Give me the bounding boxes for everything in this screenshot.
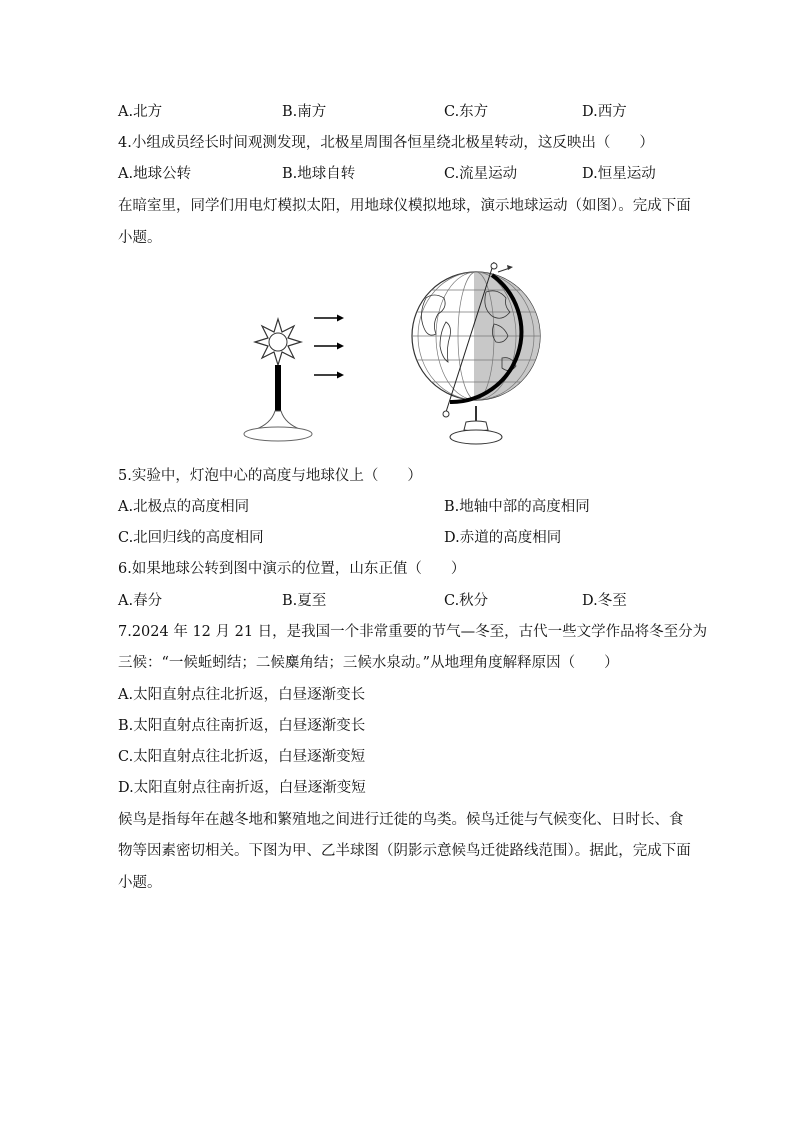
intro2-line3: 小题。: [118, 875, 162, 891]
q6-option-c: C.秋分: [444, 593, 489, 609]
q3-option-b: B.南方: [282, 104, 327, 120]
q4-stem: 4.小组成员经长时间观测发现，北极星周围各恒星绕北极星转动，这反映出（ ）: [118, 135, 654, 151]
intro2-line1: 候鸟是指每年在越冬地和繁殖地之间进行迁徙的鸟类。候鸟迁徙与气候变化、日时长、食: [118, 812, 684, 828]
intro1-line2: 小题。: [118, 230, 162, 246]
q4-option-c: C.流星运动: [444, 166, 518, 182]
q6-option-a: A.春分: [118, 593, 163, 609]
q6-stem: 6.如果地球公转到图中演示的位置，山东正值（ ）: [118, 561, 466, 577]
light-arrows: [314, 315, 344, 379]
lamp-icon: [244, 319, 312, 441]
q7-option-a: A.太阳直射点往北折返，白昼逐渐变长: [118, 687, 366, 703]
q6-option-b: B.夏至: [282, 593, 327, 609]
q3-option-a: A.北方: [118, 104, 163, 120]
q5-option-c: C.北回归线的高度相同: [118, 530, 264, 546]
q4-option-d: D.恒星运动: [582, 166, 656, 182]
q7-stem-line2: 三候：“一候蚯蚓结；二候麋角结；三候水泉动。”从地理角度解释原因（ ）: [118, 655, 619, 671]
q5-stem: 5.实验中，灯泡中心的高度与地球仪上（ ）: [118, 468, 422, 484]
q6-option-d: D.冬至: [582, 593, 627, 609]
q5-option-a: A.北极点的高度相同: [118, 499, 250, 515]
q7-option-b: B.太阳直射点往南折返，白昼逐渐变长: [118, 718, 366, 734]
q4-option-a: A.地球公转: [118, 166, 192, 182]
intro2-line2: 物等因素密切相关。下图为甲、乙半球图（阴影示意候鸟迁徙路线范围）。据此，完成下面: [118, 843, 691, 859]
q4-option-b: B.地球自转: [282, 166, 356, 182]
q5-option-b: B.地轴中部的高度相同: [444, 499, 590, 515]
q5-option-d: D.赤道的高度相同: [444, 530, 562, 546]
globe-icon: [410, 262, 554, 444]
intro1-line1: 在暗室里，同学们用电灯模拟太阳，用地球仪模拟地球，演示地球运动（如图）。完成下面: [118, 198, 691, 214]
q7-stem-line1: 7.2024 年 12 月 21 日，是我国一个非常重要的节气—冬至，古代一些文学作品将冬至分为: [118, 624, 708, 640]
q7-option-c: C.太阳直射点往北折返，白昼逐渐变短: [118, 749, 366, 765]
q3-option-c: C.东方: [444, 104, 489, 120]
lamp-globe-figure: [240, 262, 560, 450]
q3-option-d: D.西方: [582, 104, 627, 120]
q7-option-d: D.太阳直射点往南折返，白昼逐渐变短: [118, 780, 366, 796]
